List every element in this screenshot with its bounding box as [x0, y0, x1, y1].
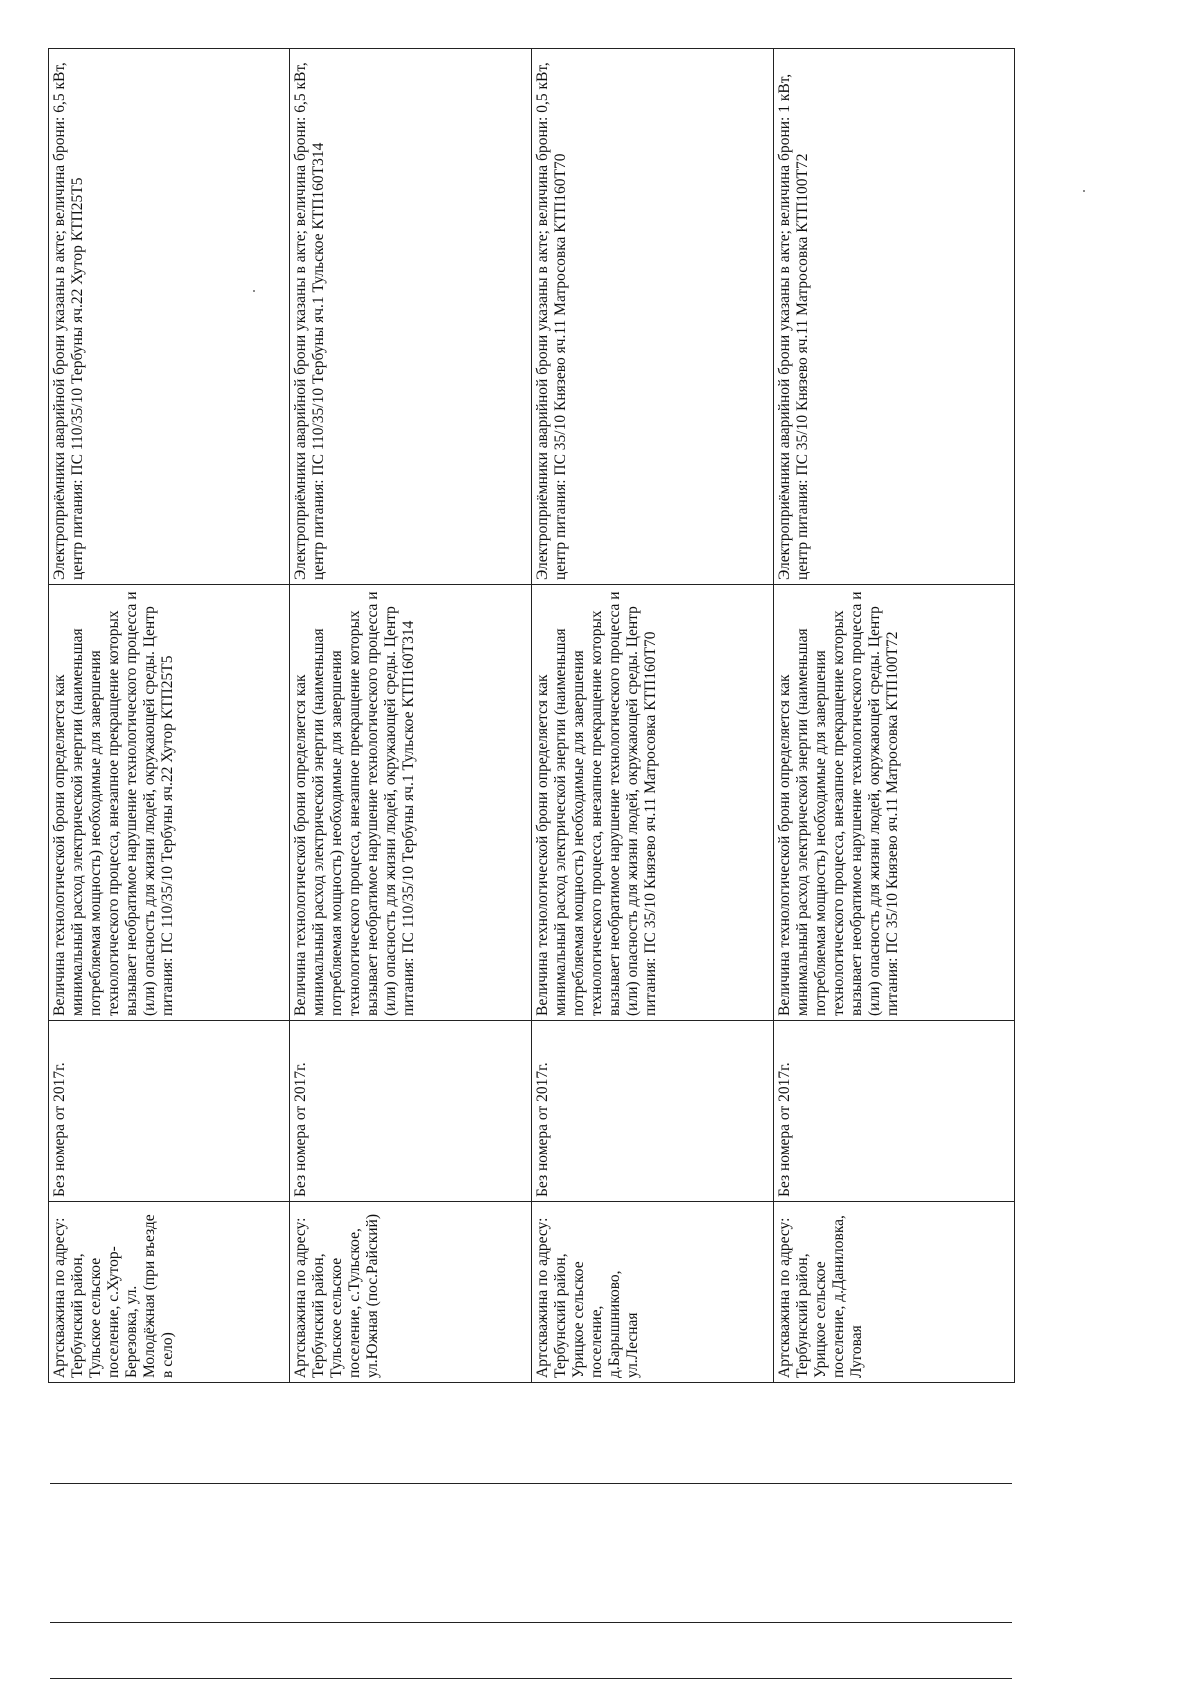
emergency-reserve-cell: Электроприёмники аварийной брони указаны в акте; величина брони: 0,5 кВт, центр питания: ПС 35/10 Князево яч.11 Матросовка КТП160Т70: [532, 49, 774, 585]
horizontal-rule: [50, 1622, 1012, 1623]
act-number-cell: Без номера от 2017г.: [49, 1021, 290, 1202]
object-address-cell: Артскважина по адресу: Тербунский район, Тульское сельское поселение, с.Тульское, ул.Южная (пос.Райский): [290, 1202, 532, 1383]
scan-speck: [253, 290, 255, 292]
table-row: [290, 49, 532, 1383]
object-address-cell: Артскважина по адресу: Тербунский район, Тульское сельское поселение, с.Хутор-Березовка, ул. Молодёжная (при въезде в село): [49, 1202, 290, 1383]
table-row: [49, 49, 290, 1383]
act-number-cell: Без номера от 2017г.: [290, 1021, 532, 1202]
reservation-table: [48, 48, 1015, 1383]
table-row: [774, 49, 1015, 1383]
rotated-table-container: [48, 49, 1014, 1383]
technological-reserve-cell: Величина технологической брони определяется как минимальный расход электрической энергии (наименьшая потребляемая мощность) необходимые для завершения технологического процесса, внезапное прекращение которых вызывает необратимое нарушение технологического процесса и (или) опасность для жизни людей, окружающей среды. Центр питания: ПС 110/35/10 Тербуны яч.22 Хутор КТП25Т5: [49, 585, 290, 1021]
technological-reserve-cell: Величина технологической брони определяется как минимальный расход электрической энергии (наименьшая потребляемая мощность) необходимые для завершения технологического процесса, внезапное прекращение которых вызывает необратимое нарушение технологического процесса и (или) опасность для жизни людей, окружающей среды. Центр питания: ПС 110/35/10 Тербуны яч.1 Тульское КТП160Т314: [290, 585, 532, 1021]
horizontal-rule: [50, 1678, 1012, 1679]
scan-speck: [1083, 190, 1085, 192]
object-address-cell: Артскважина по адресу: Тербунский район, Урицкое сельское поселение, д.Барышниково, ул.Лесная: [532, 1202, 774, 1383]
technological-reserve-cell: Величина технологической брони определяется как минимальный расход электрической энергии (наименьшая потребляемая мощность) необходимые для завершения технологического процесса, внезапное прекращение которых вызывает необратимое нарушение технологического процесса и (или) опасность для жизни людей, окружающей среды. Центр питания: ПС 35/10 Князево яч.11 Матросовка КТП160Т70: [532, 585, 774, 1021]
emergency-reserve-cell: Электроприёмники аварийной брони указаны в акте; величина брони: 6,5 кВт, центр питания: ПС 110/35/10 Тербуны яч.22 Хутор КТП25Т5: [49, 49, 290, 585]
horizontal-rule: [50, 1483, 1012, 1484]
table-row: [532, 49, 774, 1383]
emergency-reserve-cell: Электроприёмники аварийной брони указаны в акте; величина брони: 1 кВт, центр питания: ПС 35/10 Князево яч.11 Матросовка КТП100Т72: [774, 49, 1015, 585]
technological-reserve-cell: Величина технологической брони определяется как минимальный расход электрической энергии (наименьшая потребляемая мощность) необходимые для завершения технологического процесса, внезапное прекращение которых вызывает необратимое нарушение технологического процесса и (или) опасность для жизни людей, окружающей среды. Центр питания: ПС 35/10 Князево яч.11 Матросовка КТП100Т72: [774, 585, 1015, 1021]
act-number-cell: Без номера от 2017г.: [532, 1021, 774, 1202]
object-address-cell: Артскважина по адресу: Тербунский район, Урицкое сельское поселение, д.Даниловка, Луговая: [774, 1202, 1015, 1383]
act-number-cell: Без номера от 2017г.: [774, 1021, 1015, 1202]
emergency-reserve-cell: Электроприёмники аварийной брони указаны в акте; величина брони: 6,5 кВт, центр питания: ПС 110/35/10 Тербуны яч.1 Тульское КТП160Т314: [290, 49, 532, 585]
